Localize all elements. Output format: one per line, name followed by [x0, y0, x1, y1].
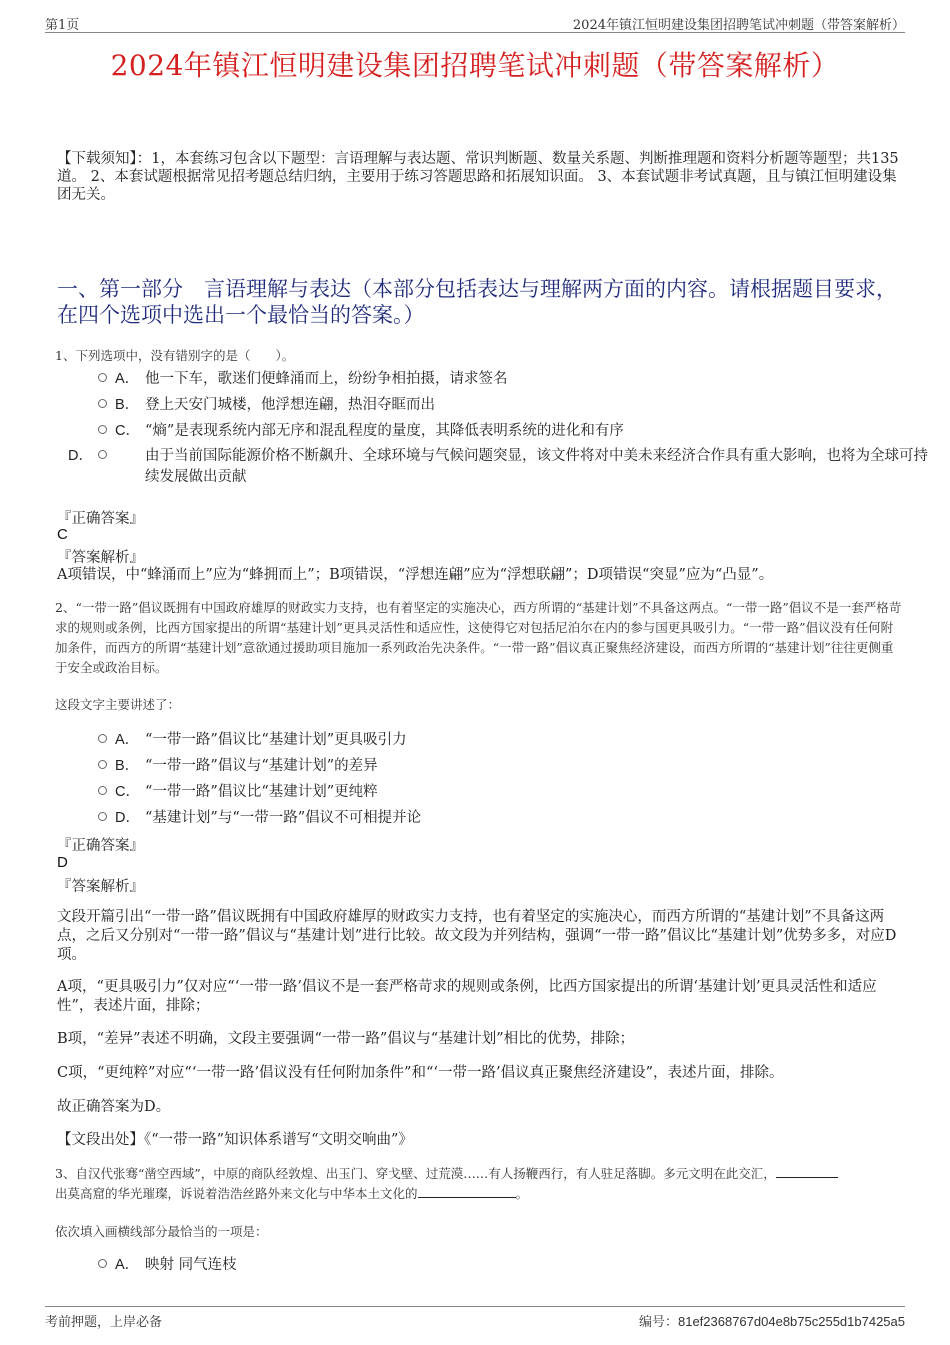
q2-analysis-label: 『答案解析』: [57, 879, 144, 895]
q2-analysis-paragraph: 故正确答案为D。: [57, 1099, 171, 1115]
q2-correct-answer-label: 『正确答案』: [57, 838, 144, 854]
q1-analysis: A项错误，中“蜂涌而上”应为“蜂拥而上”；B项错误，“浮想连翩”应为“浮想联翩”；D项错误“突显”应为“凸显”。: [57, 567, 774, 583]
section-heading: 一、第一部分 言语理解与表达（本部分包括表达与理解两方面的内容。请根据题目要求，在四个选项中选出一个最恰当的答案。）: [57, 277, 897, 327]
download-notice: 【下载须知】：1，本套练习包含以下题型：言语理解与表达题、常识判断题、数量关系题、判断推理题和资料分析题等题型；共135道。 2、本套试题根据常见招考题总结归纳，主要用于练习答题思路和拓展知识面。 3、本套试题非考试真题，且与镇江恒明建设集团无关。: [57, 151, 899, 203]
q1-analysis-label: 『答案解析』: [57, 550, 144, 566]
radio-icon[interactable]: [98, 1259, 107, 1268]
q1-option-d[interactable]: D． 由于当前国际能源价格不断飙升、全球环境与气候问题突显，该文件将对中美未来经济合作具有重大影响，也将为全球可持续发展做出贡献: [68, 448, 928, 485]
q3-lead: 依次填入画横线部分最恰当的一项是：: [55, 1224, 268, 1239]
q2-analysis-paragraph: A项，“更具吸引力”仅对应“‘一带一路’倡议不是一套严格苛求的规则或条例，比西方国家提出的所谓‘基建计划’更具灵活性和适应性”，表述片面，排除；: [57, 979, 877, 1014]
page-number: 第1页: [45, 18, 80, 33]
fill-blank-1[interactable]: [776, 1165, 838, 1178]
header-divider: [45, 32, 905, 33]
document-title: 2024年镇江恒明建设集团招聘笔试冲刺题（带答案解析）: [110, 49, 840, 82]
q2-source: 【文段出处】《“一带一路”知识体系谱写“文明交响曲”》: [57, 1132, 413, 1148]
radio-icon[interactable]: [98, 760, 107, 769]
q2-option-c[interactable]: C． “一带一路”倡议比“基建计划”更纯粹: [98, 782, 898, 803]
q2-option-a[interactable]: A． “一带一路”倡议比“基建计划”更具吸引力: [98, 730, 898, 751]
q1-correct-answer-label: 『正确答案』: [57, 511, 144, 527]
q1-answer: C: [57, 526, 68, 543]
radio-icon[interactable]: [98, 425, 107, 434]
q1-stem: 1、下列选项中，没有错别字的是（ ）。: [55, 348, 295, 363]
q3-stem: 3、自汉代张骞“凿空西域”，中原的商队经敦煌、出玉门、穿戈壁、过荒漠……有人扬鞭西行，有人驻足落脚。多元文明在此交汇， 出莫高窟的华光璀璨，诉说着浩浩丝路外来文化与中华本土文化的 。: [55, 1164, 905, 1204]
q2-stem: 2、“一带一路”倡议既拥有中国政府雄厚的财政实力支持，也有着坚定的实施决心，西方所谓的“基建计划”不具备这两点。“一带一路”倡议不是一套严格苛求的规则或条例，比西方国家提出的所谓“基建计划”更具灵活性和适应性，这使得它对包括尼泊尔在内的参与国更具吸引力。“一带一路”倡议没有任何附加条件，而西方的所谓“基建计划”意欲通过援助项目施加一系列政治先决条件。“一带一路”倡议真正聚焦经济建设，而西方所谓的“基建计划”往往更侧重于安全或政治目标。: [55, 600, 902, 675]
q2-option-b[interactable]: B． “一带一路”倡议与“基建计划”的差异: [98, 756, 898, 777]
q1-option-a[interactable]: A． 他一下车，歌迷们便蜂涌而上，纷纷争相拍摄，请求签名: [98, 369, 898, 390]
radio-icon[interactable]: [98, 399, 107, 408]
radio-icon[interactable]: [98, 373, 107, 382]
radio-icon[interactable]: [98, 812, 107, 821]
q1-option-b[interactable]: B． 登上天安门城楼，他浮想连翩，热泪夺眶而出: [98, 395, 898, 416]
fill-blank-2[interactable]: [418, 1185, 516, 1198]
radio-icon[interactable]: [98, 734, 107, 743]
document-code: 编号：81ef2368767d04e8b75c255d1b7425a5: [638, 1314, 905, 1330]
q2-option-d[interactable]: D． “基建计划”与“一带一路”倡议不可相提并论: [98, 808, 898, 829]
radio-icon[interactable]: [98, 450, 107, 459]
q2-analysis-paragraph: 文段开篇引出“一带一路”倡议既拥有中国政府雄厚的财政实力支持，也有着坚定的实施决心，而西方所谓的“基建计划”不具备这两点，之后又分别对“一带一路”倡议与“基建计划”进行比较。故文段为并列结构，强调“一带一路”倡议比“基建计划”优势多多，对应D项。: [57, 909, 897, 963]
q2-analysis-paragraph: B项，“差异”表述不明确，文段主要强调“一带一路”倡议与“基建计划”相比的优势，排除；: [57, 1031, 635, 1047]
q2-lead: 这段文字主要讲述了：: [55, 697, 181, 712]
q2-answer: D: [57, 854, 68, 871]
q3-option-a[interactable]: A． 映射 同气连枝: [98, 1255, 898, 1276]
q2-analysis-paragraph: C项，“更纯粹”对应“‘一带一路’倡议没有任何附加条件”和“‘一带一路’倡议真正聚焦经济建设”，表述片面，排除。: [57, 1065, 784, 1081]
running-title: 2024年镇江恒明建设集团招聘笔试冲刺题（带答案解析）: [572, 18, 905, 33]
footer-divider: [45, 1306, 905, 1307]
footer-slogan: 考前押题，上岸必备: [45, 1315, 163, 1330]
radio-icon[interactable]: [98, 786, 107, 795]
q1-option-c[interactable]: C． “熵”是表现系统内部无序和混乱程度的量度，其降低表明系统的进化和有序: [98, 421, 898, 442]
